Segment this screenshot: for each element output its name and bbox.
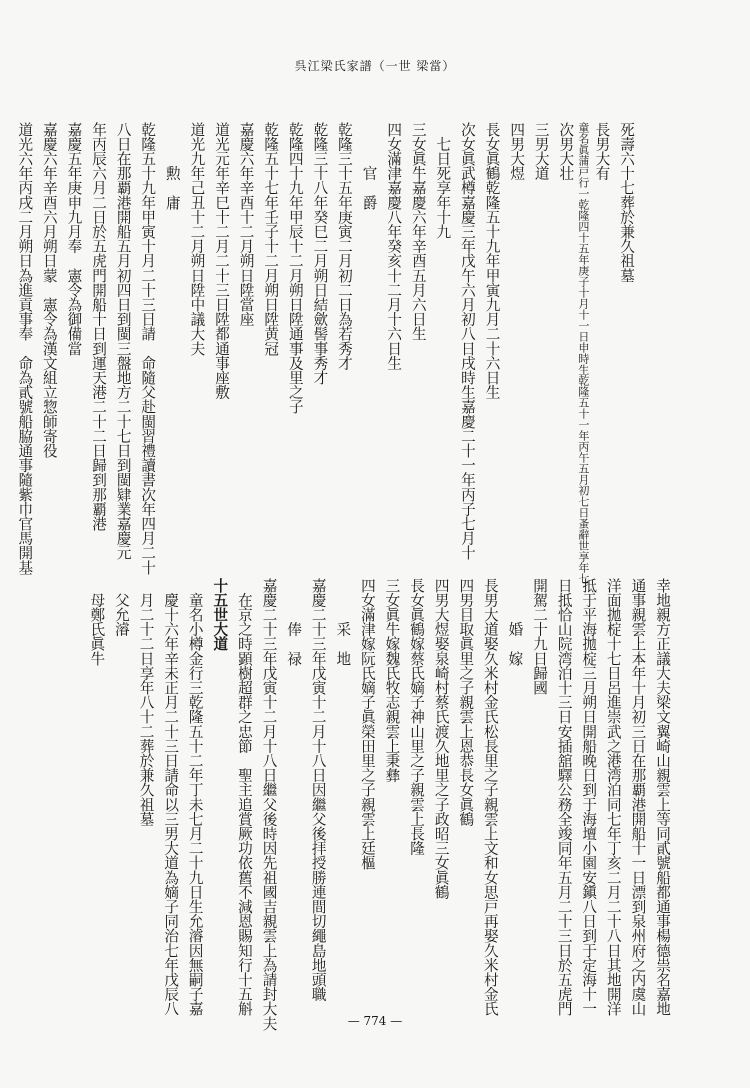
upper-text-line: 次女眞武樽嘉慶三年戊午六月初八日戌時生嘉慶二十一年丙子七月十: [458, 122, 476, 560]
lower-text-line: 嘉慶二十三年戊寅十二月十八日繼父後時因先祖國吉親雲上為請封大夫: [260, 578, 278, 1031]
upper-text-note-line: 時生乾隆五十一年丙午五月初七日蚤辭世享年七: [576, 353, 590, 584]
upper-text-line: 長女眞鶴乾隆五十九年甲寅九月二十六日生: [483, 122, 501, 400]
upper-text-line: 八日在那覇港開船五月初四日到閩三盤地方二十七日到閩肄業嘉慶元: [114, 122, 132, 560]
lower-text-line: 童名小樽金行三乾隆五十二年丁未七月二十九日生允濬因無嗣子嘉: [186, 578, 204, 1016]
lower-text-line: 通事親雲上本年十月初三日在那覇港開船十一日漂到泉州府之内虞山: [629, 578, 647, 1016]
upper-text-line: 嘉慶六年辛酉六月朔日蒙 憲令為漢文組立惣師寄役: [40, 122, 58, 458]
upper-text-line: 三男大道: [532, 122, 550, 181]
upper-text-line: 道光六年丙戌二月朔日為進貢事奉 命為貳號船脇通事隨紫巾官馬開基: [16, 122, 34, 575]
lower-text-line: 長男大道娶久米村金氏松長里之子親雲上文和女思戸再娶久米村金氏: [481, 578, 499, 1016]
upper-text-line: 四女滿津嘉慶八年癸亥十二月十六日生: [385, 122, 403, 371]
page-number: — 774 —: [347, 1014, 403, 1028]
lower-text-line: 抵于平海拋椗三月朔日開船晚日到于海壇小園安鎭八日到于定海十一: [580, 578, 598, 1016]
lower-text-line: 長女眞鶴嫁蔡氏嫡子神山里之子親雲上長隆: [408, 578, 426, 856]
lower-text-line: 父允濬: [112, 578, 130, 637]
lower-text-line: 婚 嫁: [506, 578, 524, 666]
lower-text-line: 在京之時顕樹超群之忠節 聖主追賞厥功依舊不減恩賜知行十五斛: [235, 578, 253, 1016]
upper-text-line: 長男大有: [593, 122, 611, 181]
upper-text-line: 七日死享年十九: [434, 122, 452, 239]
upper-text-line: 四男大煜: [508, 122, 526, 181]
upper-text-line: 嘉慶五年庚申九月奉 憲令為御備當: [65, 122, 83, 356]
upper-text-line: 乾隆五十七年壬子十二月朔日陞黄冠: [262, 122, 280, 356]
upper-text-line: 乾隆三十八年癸巳二月朔日結歛髻事秀才: [311, 122, 329, 385]
lower-text-line: 采 地: [334, 578, 352, 666]
lower-text-line: 洋面拋椗十七日呂進崇武之港湾泊同七年丁亥二月二十八日其地開洋: [604, 578, 622, 1016]
upper-text-line: 乾隆五十九年甲寅十月二十三日請 命隨父赴閩習禮讀書次年四月二十: [139, 122, 157, 575]
upper-text-line: 道光九年己丑十二月朔日陞中議大夫: [188, 122, 206, 356]
lower-text-line: 四女滿津嫁阮氏嫡子眞榮田里之子親雲上廷樞: [358, 578, 376, 870]
upper-text-line: 三女眞牛嘉慶六年辛酉五月六日生: [409, 122, 427, 341]
upper-text-note-line: 童名眞蒲戸行一乾隆四十五年庚子十月十一日申: [576, 122, 590, 353]
lower-text-line: 幸地親方正議大夫梁文翼崎山親雲上等同貳號船都通事楊德祟名嘉地: [654, 578, 671, 1016]
page-header: 呉江梁氏家譜（一世 梁當）: [294, 59, 456, 73]
lower-text-line: 四男目取眞里之子親雲上恩恭長女眞鶴: [457, 578, 475, 827]
upper-text-line: 次男大壮: [557, 122, 575, 181]
upper-text-block: [12, 122, 638, 584]
lower-text-line: 日抵恰山院湾泊十三日安插舘驛公務全竣同年五月二十三日於五虎門: [555, 578, 573, 1016]
upper-text-line: 道光元年辛巳十二月二十三日陞都通事座敷: [213, 122, 230, 400]
upper-text-line: 官 爵: [360, 122, 378, 210]
upper-text-line: 年丙辰六月二日於五虎門開船十日到運天港二十二日歸到那覇港: [90, 122, 108, 531]
lower-text-line: 四男大煜娶泉崎村蔡氏渡久地里之子政昭三女眞鶴: [432, 578, 450, 900]
lower-text-line: 慶十六年辛未正月二十三日請命以三男大道為嫡子同治七年戊辰八: [162, 578, 180, 1016]
upper-text-line: 乾隆四十九年甲辰十二月朔日陞通事及里之子: [286, 122, 304, 414]
upper-text-line: 勲 庸: [163, 122, 181, 210]
lower-text-line: 開駕二十九日歸國: [531, 578, 549, 695]
lower-text-line: 俸 禄: [285, 578, 303, 666]
upper-text-line: 死壽六十七葬於兼久祖墓: [618, 122, 635, 283]
upper-text-line: 嘉慶六年辛酉十二月朔日陞當座: [237, 122, 255, 327]
lower-text-line: 十五世大道: [211, 578, 229, 651]
lower-text-line: 月二十二日享年八十二葬於兼久祖墓: [137, 578, 155, 827]
upper-text-line: 乾隆三十五年庚寅二月初二日為若秀才: [335, 122, 353, 371]
lower-text-line: 母鄭氏眞牛: [88, 578, 106, 666]
lower-text-line: 嘉慶二十三年戊寅十二月十八日因繼父後拝授勝連間切繩島地頭職: [309, 578, 327, 1002]
upper-text-note-pair: [576, 122, 590, 584]
lower-text-line: 三女眞牛嫁魏氏牧志親雲上秉彝: [383, 578, 401, 783]
